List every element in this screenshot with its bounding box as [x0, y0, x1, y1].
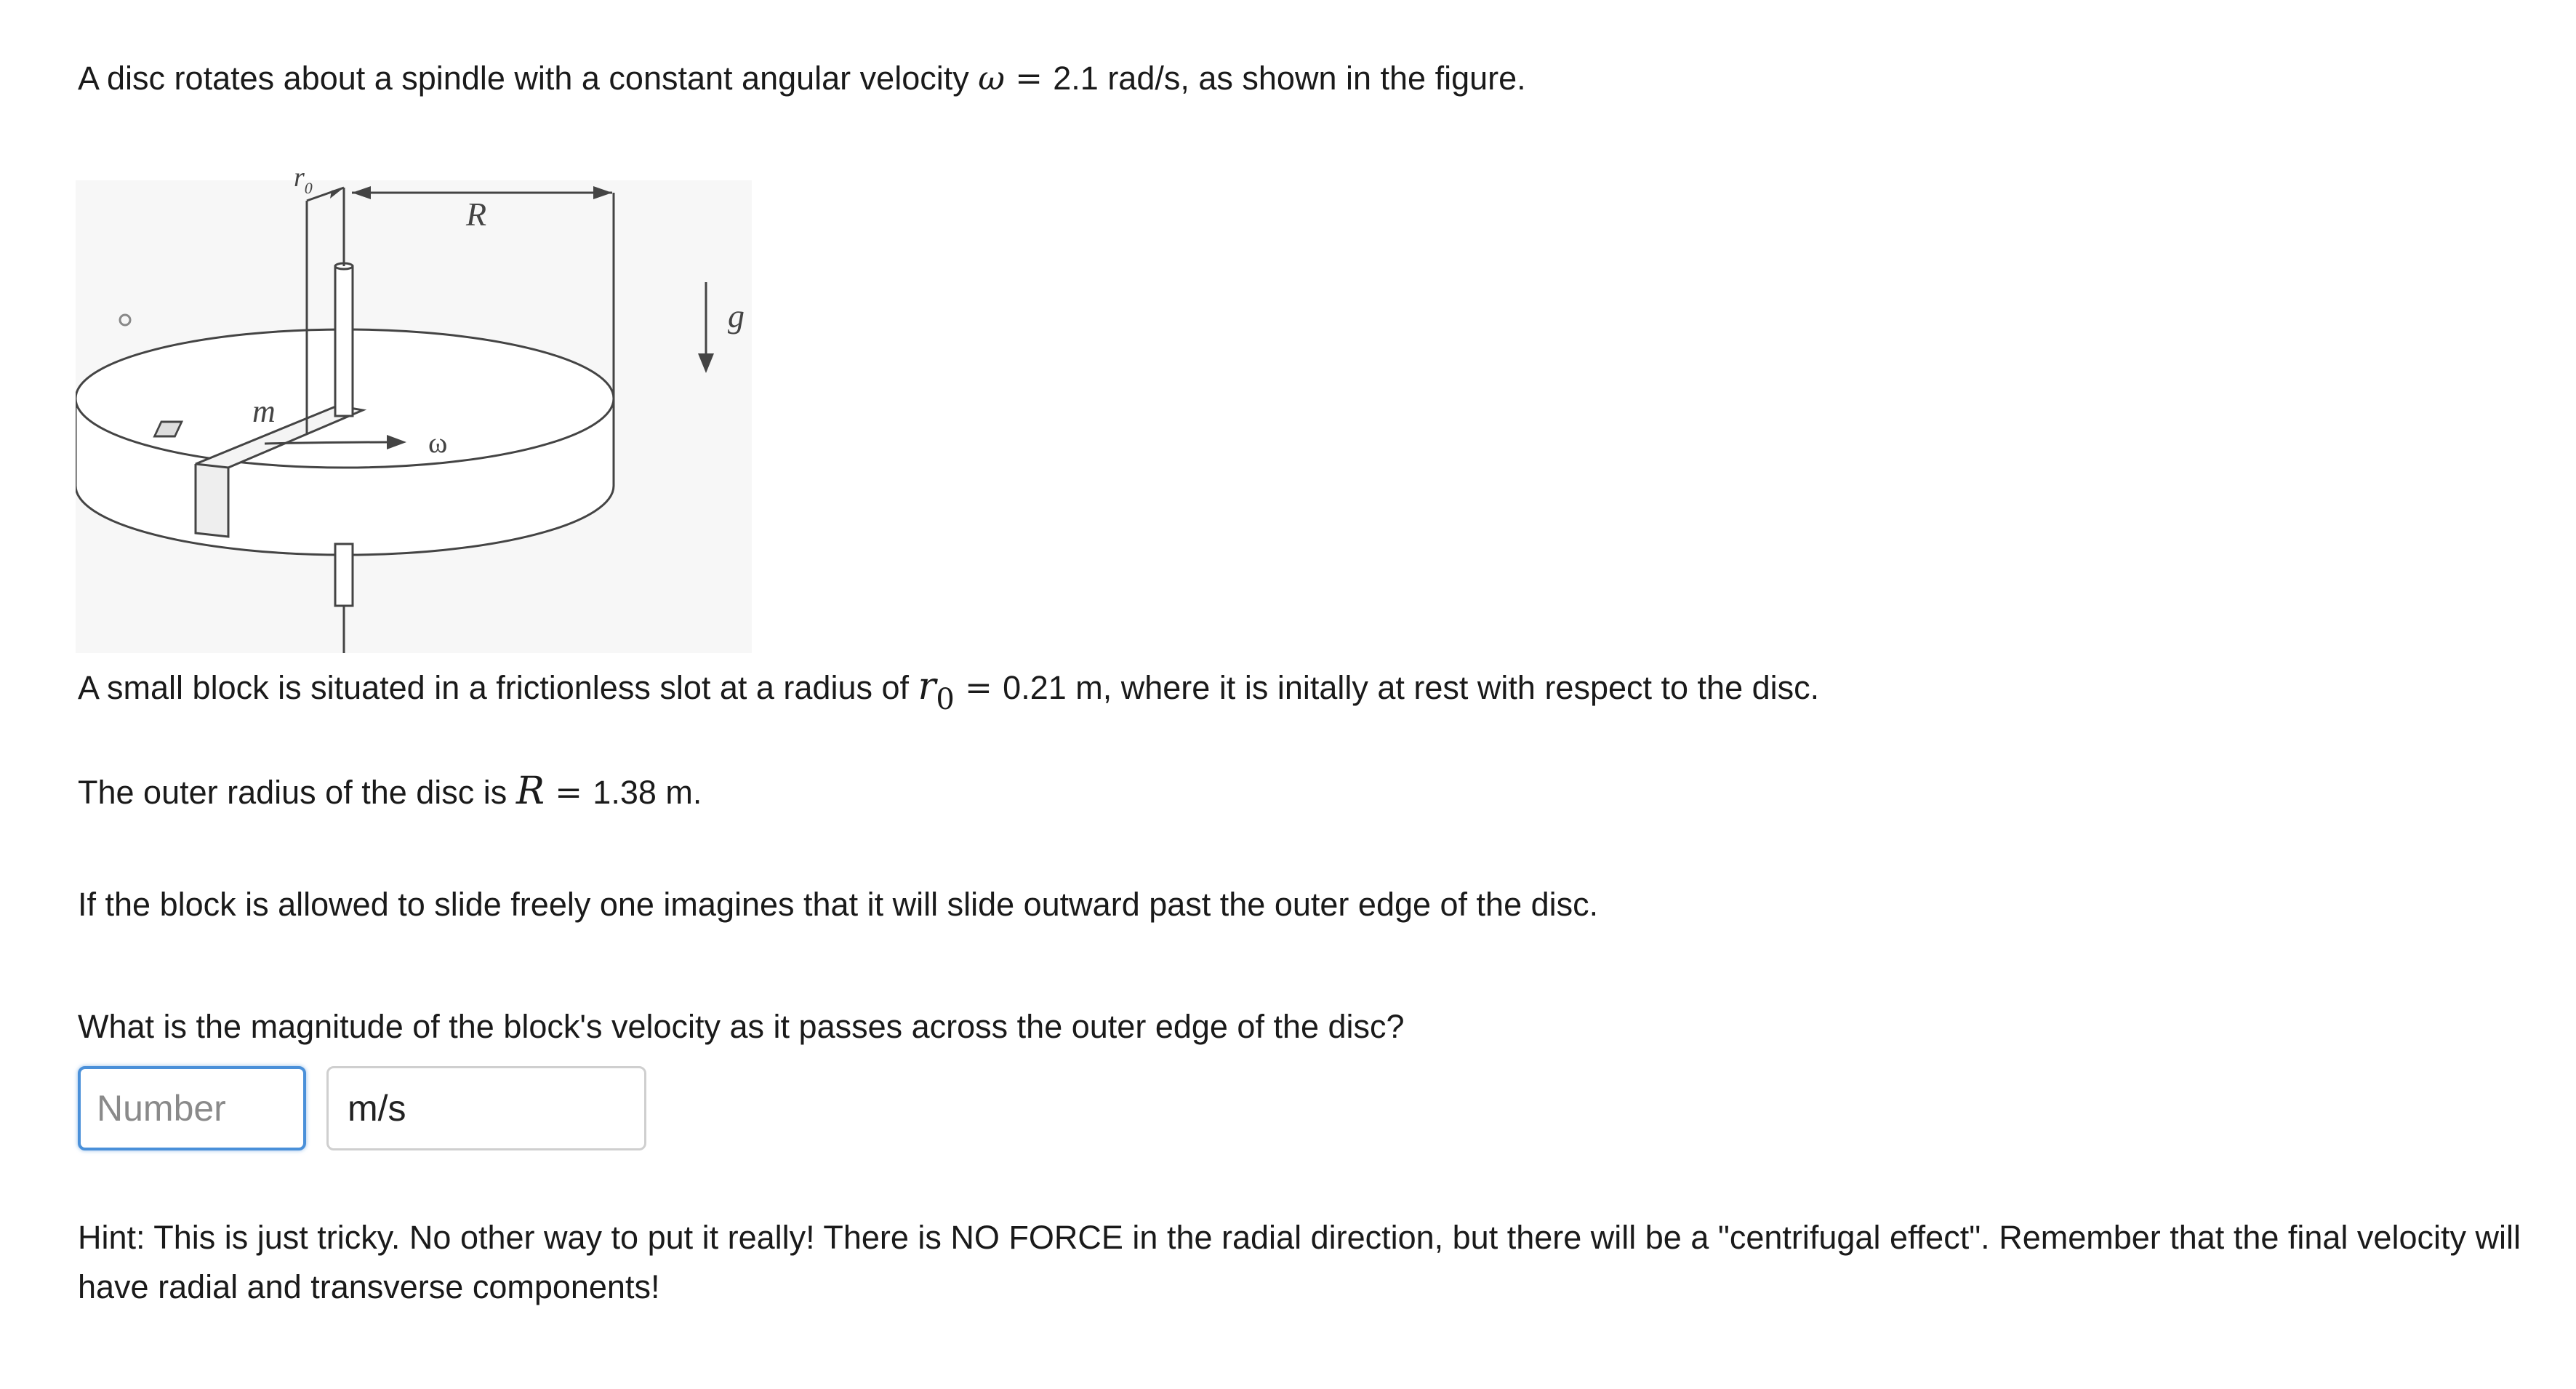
omega-label: ω	[428, 426, 448, 459]
intro-text: A disc rotates about a spindle with a constant angular velocity	[78, 60, 979, 97]
slot-side	[196, 464, 228, 537]
question-outer-radius	[78, 766, 702, 817]
R-label: R	[466, 196, 487, 233]
r0-label: $r_0$	[294, 166, 313, 197]
equals-sign-3: =	[544, 773, 593, 812]
block-text: A small block is situated in a frictionless slot at a radius of	[78, 669, 918, 706]
question-intro	[78, 54, 1526, 103]
question-block-position	[78, 662, 1819, 714]
question-slide-statement: If the block is allowed to slide freely one imagines that it will slide outward past the outer edge of the disc.	[78, 886, 1599, 923]
answer-number-input[interactable]	[78, 1066, 306, 1150]
g-label: g	[728, 297, 745, 335]
disc-figure	[76, 166, 752, 653]
omega-symbol: ω	[978, 59, 1005, 97]
unit-field[interactable]: m/s	[326, 1066, 646, 1150]
r0-subscript: 0	[936, 683, 955, 716]
spindle-lower	[335, 544, 353, 606]
omega-value: 2.1 rad/s, as shown in the figure.	[1053, 60, 1526, 97]
R-value: 1.38 m.	[593, 774, 702, 811]
equals-sign-2: =	[954, 668, 1003, 707]
hint-text: Hint: This is just tricky. No other way to put it really! There is NO FORCE in the radial direction, but there will be a "centrifugal effect". Remember that the final velocity will have radial and transverse components!	[78, 1219, 2521, 1305]
m-label: m	[252, 393, 276, 429]
r0-value: 0.21 m, where it is initally at rest with respect to the disc.	[1003, 669, 1820, 706]
radius-text: The outer radius of the disc is	[78, 774, 516, 811]
spindle-upper	[335, 266, 353, 416]
equals-sign: =	[1004, 59, 1054, 97]
r0-symbol: r	[918, 665, 936, 708]
question-prompt: What is the magnitude of the block's velocity as it passes across the outer edge of the disc?	[78, 1008, 1405, 1045]
R-symbol: R	[515, 769, 545, 813]
